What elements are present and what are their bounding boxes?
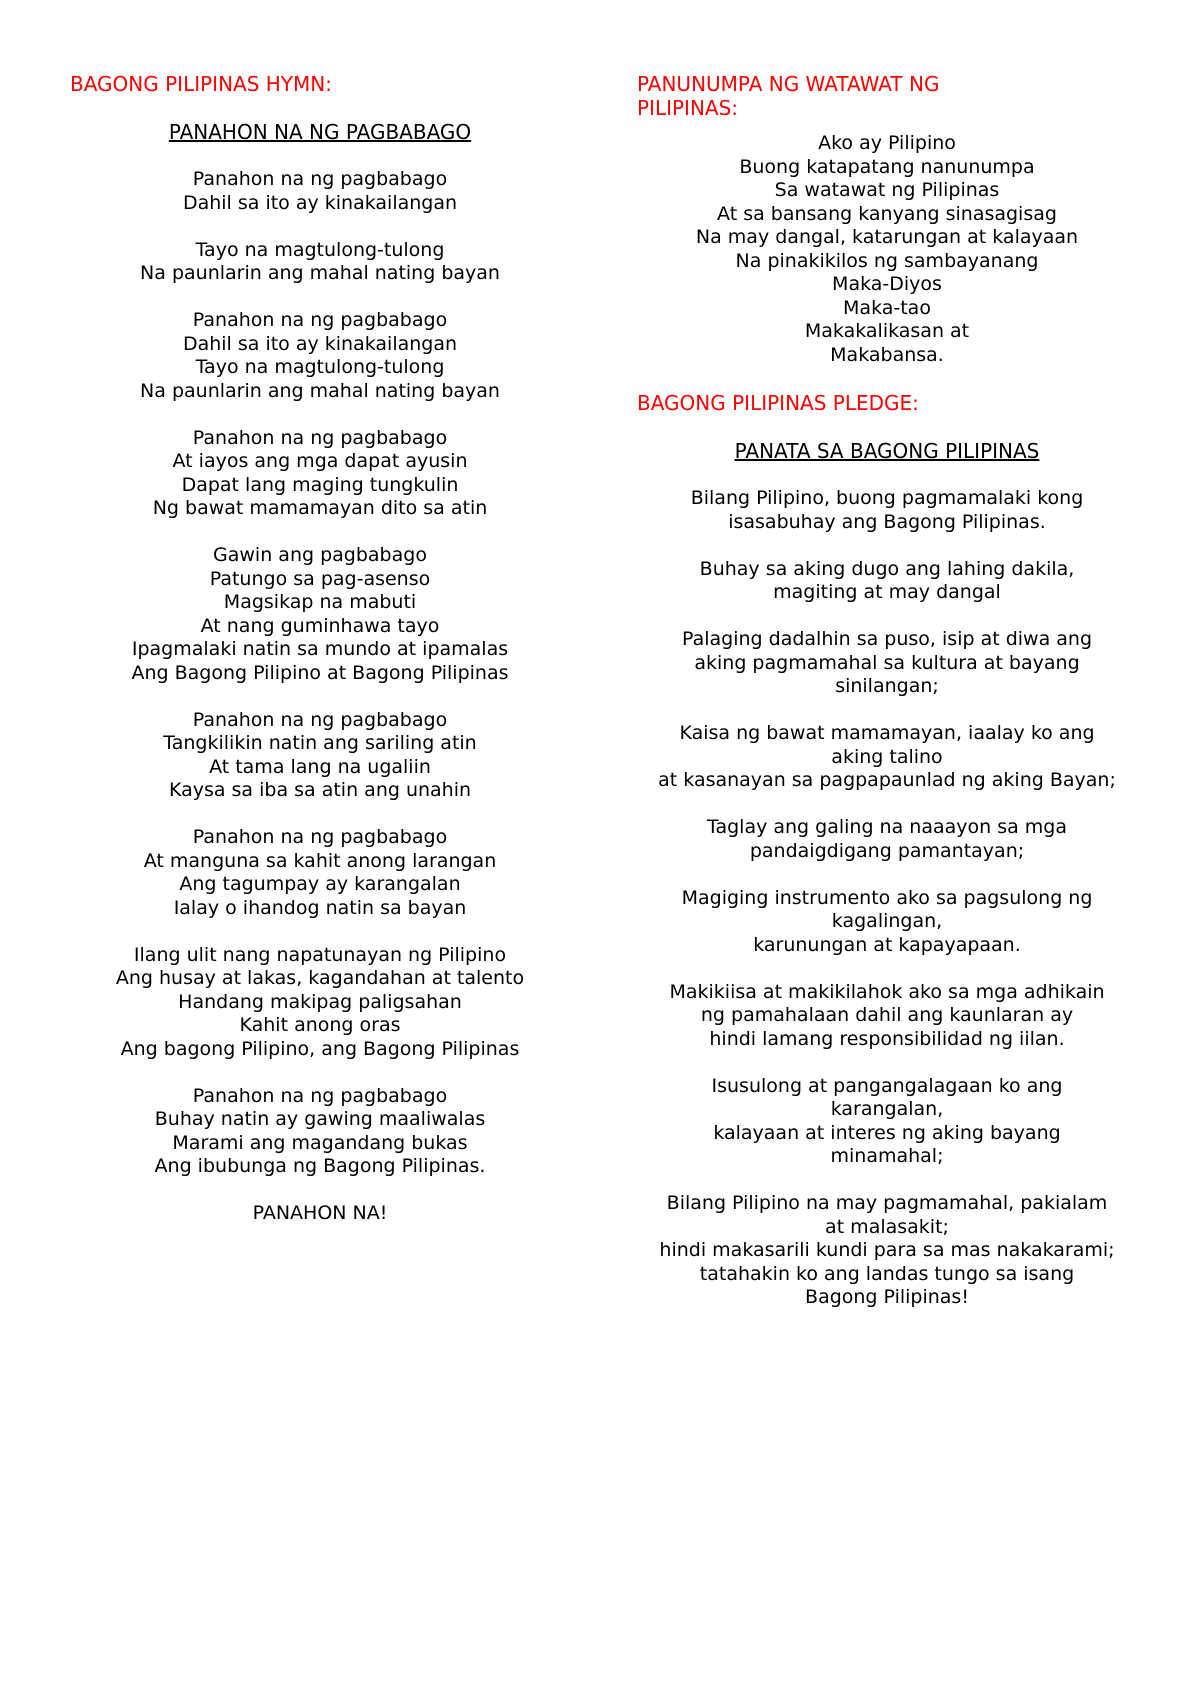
hymn-stanza bbox=[70, 168, 570, 215]
hymn-line: At nang guminhawa tayo bbox=[200, 614, 440, 637]
pledge-line: magiting at may dangal bbox=[773, 581, 1001, 603]
stanza-gap bbox=[637, 605, 1137, 629]
hymn-stanza bbox=[70, 427, 570, 521]
oath-line: Na may dangal, katarungan at kalayaan bbox=[695, 226, 1079, 248]
hymn-line: Magsikap na mabuti bbox=[223, 591, 417, 613]
pledge-line: kagalingan, bbox=[831, 910, 943, 932]
pledge-line: Isusulong at pangangalagaan ko ang bbox=[711, 1074, 1063, 1097]
pledge-line: Magiging instrumento ako sa pagsulong ng bbox=[681, 886, 1093, 909]
hymn-line: Dapat lang maging tungkulin bbox=[181, 473, 459, 496]
hymn-stanza bbox=[70, 1085, 570, 1179]
pledge-stanza bbox=[637, 558, 1137, 605]
pledge-stanza bbox=[637, 816, 1137, 863]
pledge-line: ng pamahalaan dahil ang kaunlaran ay bbox=[700, 1004, 1074, 1026]
pledge-title: PANATA SA BAGONG PILIPINAS bbox=[734, 439, 1040, 463]
stanza-gap bbox=[637, 957, 1137, 981]
hymn-stanza bbox=[70, 1202, 570, 1226]
pledge-line: Palaging dadalhin sa puso, isip at diwa ang bbox=[681, 628, 1093, 650]
pledge-line: Bilang Pilipino, buong pagmamalaki kong bbox=[690, 487, 1084, 509]
pledge-stanza bbox=[637, 628, 1137, 699]
hymn-line: Ng bawat mamamayan dito sa atin bbox=[152, 497, 488, 519]
hymn-line: Panahon na ng pagbabago bbox=[192, 426, 448, 449]
pledge-stanza bbox=[637, 1192, 1137, 1310]
hymn-lyrics bbox=[70, 168, 570, 1226]
hymn-stanza bbox=[70, 944, 570, 1062]
hymn-line: PANAHON NA! bbox=[252, 1202, 388, 1224]
hymn-line: Buhay natin ay gawing maaliwalas bbox=[154, 1108, 486, 1130]
hymn-line: Na paunlarin ang mahal nating bayan bbox=[140, 262, 500, 284]
hymn-line: Ang bagong Pilipino, ang Bagong Pilipinas bbox=[120, 1037, 520, 1060]
pledge-line: Taglay ang galing na naaayon sa mga bbox=[707, 816, 1067, 838]
stanza-gap bbox=[70, 1061, 570, 1085]
pledge-line: hindi makasarili kundi para sa mas nakakarami; bbox=[659, 1239, 1115, 1261]
pledge-stanza bbox=[637, 981, 1137, 1052]
hymn-line: Ipagmalaki natin sa mundo at ipamalas bbox=[131, 638, 509, 660]
pledge-heading: BAGONG PILIPINAS PLEDGE: bbox=[637, 391, 919, 415]
pledge-stanza bbox=[637, 722, 1137, 793]
stanza-gap bbox=[70, 920, 570, 944]
hymn-line: Patungo sa pag-asenso bbox=[209, 567, 431, 590]
hymn-stanza bbox=[70, 239, 570, 286]
pledge-line: pandaigdigang pamantayan; bbox=[749, 839, 1025, 862]
stanza-gap bbox=[637, 1051, 1137, 1075]
pledge-line: aking talino bbox=[831, 745, 943, 768]
oath-line: Maka-Diyos bbox=[832, 273, 942, 295]
hymn-line: Panahon na ng pagbabago bbox=[192, 168, 448, 190]
hymn-line: At iayos ang mga dapat ayusin bbox=[172, 450, 468, 472]
pledge-line: karangalan, bbox=[830, 1098, 944, 1120]
stanza-gap bbox=[637, 863, 1137, 887]
pledge-line: Makikiisa at makikilahok ako sa mga adhikain bbox=[669, 980, 1105, 1003]
oath-line: Makabansa. bbox=[830, 343, 944, 366]
hymn-stanza bbox=[70, 309, 570, 403]
hymn-line: Dahil sa ito ay kinakailangan bbox=[182, 191, 458, 214]
stanza-gap bbox=[70, 215, 570, 239]
oath-line: Ako ay Pilipino bbox=[818, 132, 956, 154]
stanza-gap bbox=[637, 793, 1137, 817]
oath-heading bbox=[637, 72, 1137, 120]
pledge-line: tatahakin ko ang landas tungo sa isang bbox=[699, 1262, 1075, 1285]
oath-line: Makakalikasan at bbox=[804, 320, 970, 342]
hymn-line: Handang makipag paligsahan bbox=[178, 990, 462, 1013]
oath-line: At sa bansang kanyang sinasagisag bbox=[717, 202, 1057, 225]
stanza-gap bbox=[70, 286, 570, 310]
oath-heading-line-1: PANUNUMPA NG WATAWAT NG bbox=[637, 72, 940, 96]
hymn-line: Ang husay at lakas, kagandahan at talento bbox=[115, 967, 525, 989]
stanza-gap bbox=[70, 803, 570, 827]
oath-line: Na pinakikilos ng sambayanang bbox=[735, 249, 1039, 272]
hymn-heading: BAGONG PILIPINAS HYMN: bbox=[70, 72, 332, 96]
oath-line: Maka-tao bbox=[843, 296, 931, 319]
hymn-line: Ialay o ihandog natin sa bayan bbox=[173, 896, 467, 919]
hymn-line: Panahon na ng pagbabago bbox=[192, 708, 448, 731]
pledge-line: Buhay sa aking dugo ang lahing dakila, bbox=[699, 557, 1075, 580]
hymn-line: Kaysa sa iba sa atin ang unahin bbox=[168, 779, 472, 801]
oath-heading-line-2: PILIPINAS: bbox=[637, 96, 739, 120]
hymn-line: Tayo na magtulong-tulong bbox=[195, 238, 445, 261]
hymn-stanza bbox=[70, 544, 570, 685]
hymn-column bbox=[70, 72, 570, 1226]
stanza-gap bbox=[70, 1179, 570, 1203]
oath-text bbox=[637, 132, 1137, 367]
stanza-gap bbox=[70, 403, 570, 427]
pledge-line: at kasanayan sa pagpapaunlad ng aking Bayan; bbox=[658, 769, 1116, 791]
pledge-line: minamahal; bbox=[830, 1145, 944, 1167]
right-column bbox=[637, 72, 1137, 1310]
pledge-line: at malasakit; bbox=[825, 1215, 949, 1238]
stanza-gap bbox=[637, 1169, 1137, 1193]
hymn-line: Panahon na ng pagbabago bbox=[192, 826, 448, 848]
hymn-line: Panahon na ng pagbabago bbox=[192, 309, 448, 331]
hymn-stanza bbox=[70, 709, 570, 803]
hymn-line: Dahil sa ito ay kinakailangan bbox=[182, 332, 458, 355]
pledge-line: isasabuhay ang Bagong Pilipinas. bbox=[728, 510, 1046, 533]
pledge-stanza bbox=[637, 487, 1137, 534]
hymn-line: Ang Bagong Pilipino at Bagong Pilipinas bbox=[131, 661, 509, 684]
pledge-line: sinilangan; bbox=[835, 675, 939, 697]
hymn-line: Tayo na magtulong-tulong bbox=[195, 356, 445, 378]
pledge-stanza bbox=[637, 887, 1137, 958]
hymn-line: Gawin ang pagbabago bbox=[213, 544, 427, 566]
pledge-line: hindi lamang responsibilidad ng iilan. bbox=[709, 1027, 1065, 1050]
pledge-line: Bilang Pilipino na may pagmamahal, pakialam bbox=[666, 1192, 1108, 1214]
hymn-line: Ilang ulit nang napatunayan ng Pilipino bbox=[133, 943, 507, 966]
pledge-line: karunungan at kapayapaan. bbox=[753, 933, 1021, 956]
pledge-line: Bagong Pilipinas! bbox=[805, 1286, 969, 1308]
pledge-line: kalayaan at interes ng aking bayang bbox=[713, 1121, 1061, 1144]
oath-line: Buong katapatang nanunumpa bbox=[739, 155, 1035, 178]
hymn-line: Kahit anong oras bbox=[239, 1014, 401, 1036]
hymn-line: At tama lang na ugaliin bbox=[209, 755, 431, 778]
pledge-text bbox=[637, 487, 1137, 1310]
pledge-line: Kaisa ng bawat mamamayan, iaalay ko ang bbox=[679, 722, 1095, 744]
stanza-gap bbox=[637, 699, 1137, 723]
hymn-line: Na paunlarin ang mahal nating bayan bbox=[140, 379, 500, 402]
oath-line: Sa watawat ng Pilipinas bbox=[774, 179, 1000, 201]
hymn-stanza bbox=[70, 826, 570, 920]
hymn-line: Ang tagumpay ay karangalan bbox=[179, 873, 461, 895]
hymn-title: PANAHON NA NG PAGBABAGO bbox=[168, 120, 472, 144]
hymn-line: Tangkilikin natin ang sariling atin bbox=[163, 732, 477, 754]
stanza-gap bbox=[70, 521, 570, 545]
stanza-gap bbox=[637, 534, 1137, 558]
hymn-line: Ang ibubunga ng Bagong Pilipinas. bbox=[154, 1155, 486, 1177]
hymn-line: At manguna sa kahit anong larangan bbox=[143, 849, 497, 872]
pledge-line: aking pagmamahal sa kultura at bayang bbox=[694, 651, 1080, 674]
pledge-stanza bbox=[637, 1075, 1137, 1169]
hymn-line: Marami ang magandang bukas bbox=[172, 1131, 468, 1154]
hymn-line: Panahon na ng pagbabago bbox=[192, 1084, 448, 1107]
stanza-gap bbox=[70, 685, 570, 709]
